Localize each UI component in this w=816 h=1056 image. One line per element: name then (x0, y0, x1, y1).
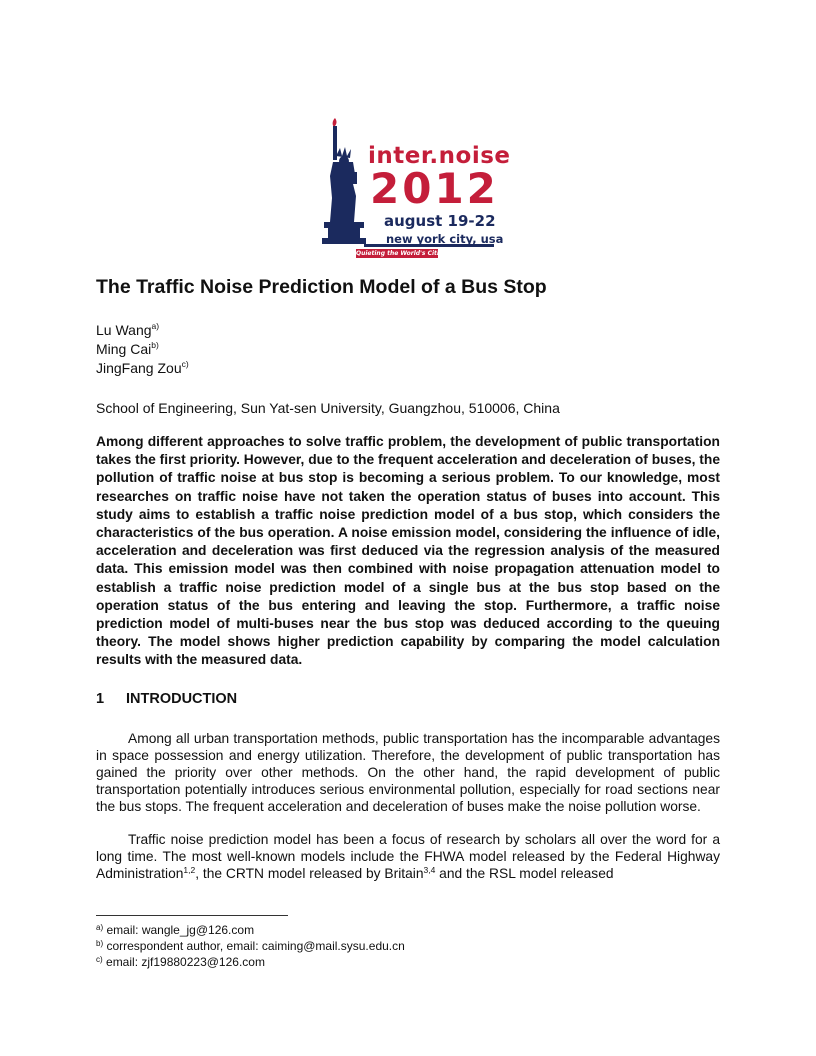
abstract: Among different approaches to solve traffic problem, the development of public transportation takes the first priority. However, due to the frequent acceleration and deceleration of buses, the pollution of traffic noise at bus stop is becoming a serious problem. To our knowledge, most researches on traffic noise have not taken the operation status of buses into account. This study aims to establish a traffic noise prediction model of a bus stop, which considers the characteristics of the bus operation. A noise emission model, considering the influence of idle, acceleration and deceleration was first deduced via the regression analysis of the measured data. This emission model was then combined with noise propagation attenuation model to establish a traffic noise prediction model of a single bus at the bus stop based on the operation status of the bus entering and leaving the stop. Furthermore, a traffic noise prediction model of multi-buses near the bus stop was deduced according to the queuing theory. The model shows higher prediction capability by comparing the model calculation results with the measured data. (96, 434, 720, 668)
footnote-text: email: zjf19880223@126.com (106, 955, 265, 969)
footnote (96, 939, 405, 953)
paragraph-text: , the CRTN model released by Britain (195, 865, 424, 881)
section-title: INTRODUCTION (126, 691, 238, 707)
conference-logo (318, 116, 511, 262)
author-line (96, 321, 159, 338)
footnote (96, 923, 254, 937)
logo-tagline: Quieting the World's Cities (356, 250, 447, 257)
affiliation: School of Engineering, Sun Yat-sen University, Guangzhou, 510006, China (96, 400, 560, 416)
section-heading (96, 691, 237, 707)
author-name: JingFang Zou (96, 360, 182, 376)
logo-brand-text: inter.noise (368, 143, 511, 169)
footnote-mark: c) (96, 955, 103, 964)
footnote-text: email: wangle_jg@126.com (106, 923, 255, 937)
footnote-text: correspondent author, email: caiming@mail.sysu.edu.cn (106, 939, 405, 953)
author-mark: b) (151, 340, 159, 350)
intro-paragraph-1: Among all urban transportation methods, public transportation has the incomparable advantages in space possession and energy utilization. Therefore, the development of public transportation has gained the priority over other methods. On the other hand, the rapid development of public transportation potentially introduces serious environmental pollution, especially for road sections near the bus stops. The frequent acceleration and deceleration of buses make the noise pollution worse. (96, 731, 720, 814)
paragraph-text: Traffic noise prediction model has been a focus of research by scholars all over the word for a long time. The most well-known models include the FHWA model released by the Federal Highway Administration (96, 832, 720, 881)
footnote-mark: b) (96, 939, 104, 948)
citation-ref: 3,4 (423, 864, 436, 875)
paragraph-text: and the RSL model released (435, 865, 614, 881)
author-mark: c) (181, 359, 189, 369)
logo-year-text: 2012 (370, 164, 499, 213)
footnote-divider (96, 915, 288, 916)
author-name: Lu Wang (96, 322, 152, 338)
paper-title: The Traffic Noise Prediction Model of a Bus Stop (96, 276, 547, 298)
citation-ref: 1,2 (183, 864, 196, 875)
footnote (96, 955, 265, 969)
footnote-mark: a) (96, 923, 104, 932)
logo-city-text: new york city, usa (386, 232, 504, 246)
author-name: Ming Cai (96, 341, 152, 357)
intro-paragraph-2 (96, 832, 720, 883)
author-line (96, 359, 189, 376)
logo-date-text: august 19-22 (384, 212, 496, 230)
section-number: 1 (96, 691, 105, 707)
author-line (96, 340, 159, 357)
author-mark: a) (151, 321, 160, 331)
